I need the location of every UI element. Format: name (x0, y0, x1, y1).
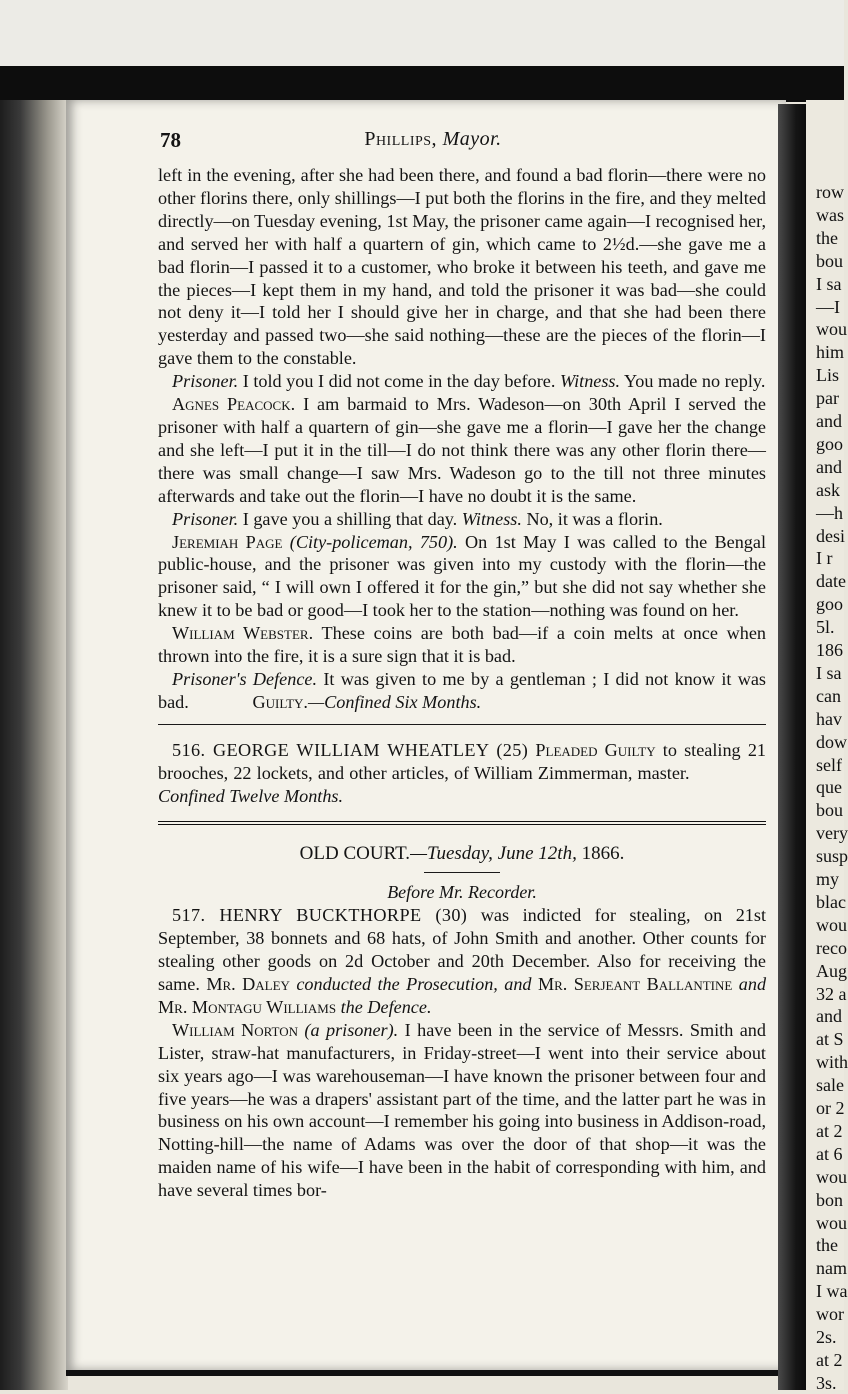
defence-text: the Defence. (340, 996, 432, 1017)
court-name: OLD COURT. (299, 843, 411, 865)
facing-page-line: —I (816, 296, 840, 317)
session-heading (158, 843, 766, 866)
prisoner-question-text: I gave you a shilling that day. (242, 508, 458, 529)
facing-page-line: Lis (816, 365, 840, 386)
facing-page-line: self (816, 754, 842, 775)
running-head (96, 128, 770, 164)
sentence: —Confined Six Months. (307, 691, 482, 712)
facing-page-line: with (816, 1052, 848, 1073)
facing-page-line: my (816, 869, 840, 889)
mayor-office: Mayor. (442, 128, 502, 150)
facing-page-line: susp (816, 846, 848, 867)
book-left-edge (0, 100, 68, 1390)
and-word: and (738, 974, 767, 994)
session-date: —Tuesday, June 12th, (410, 843, 577, 865)
prosecution-counsel: Mr. Daley (206, 974, 290, 994)
witness-name-jeremiah: Jeremiah Page (172, 531, 283, 552)
case-516-sentence: Confined Twelve Months. (158, 785, 344, 806)
facing-page-line: I sa (816, 662, 842, 683)
facing-page-line: or 2 (816, 1098, 845, 1118)
facing-page-line: him (816, 342, 845, 363)
facing-page-line: very (816, 823, 848, 844)
facing-page-line: the (816, 1235, 838, 1256)
facing-page-line: hav (816, 708, 842, 729)
facing-page-line: wou (816, 1166, 847, 1187)
facing-page-line: wou (816, 914, 847, 935)
facing-page-line: row (816, 182, 844, 202)
norton-testimony-text: I have been in the service of Messrs. Smith and Lister, straw-hat manufacturers, in Friday-street—I went into their service about six years ago—I was warehouseman—I have known the prisoner between four and five years—he was a drapers' assistant part of the time, and the latter part he was in business on his own account—I remember his going into business in Addison-road, Notting-hill—the name of Adams was over the door of that shop—it was the maiden name of his wife—I have been in the habit of corresponding with him, and have several times bor- (158, 1019, 766, 1201)
facing-page-line: nam (816, 1258, 847, 1279)
prosecution-text: conducted the Prosecution, and (296, 974, 532, 994)
facing-page-line: wou (816, 1212, 847, 1233)
case-divider (158, 724, 766, 725)
defence-counsel-1: Mr. Serjeant Ballantine (537, 974, 733, 994)
webster-testimony-text: These coins are both bad—if a coin melts at once when thrown into the fire, it is a sure sign that it is bad. (158, 623, 767, 667)
witness-name-agnes: Agnes Peacock. (172, 394, 296, 415)
facing-page-line: 32 a (816, 983, 847, 1004)
defence-counsel-2: Mr. Montagu Williams (158, 996, 337, 1017)
facing-page-line: the (816, 227, 838, 248)
facing-page-line: Aug (816, 960, 847, 981)
prisoner-question-text: I told you I did not come in the day before. (242, 371, 556, 392)
facing-page-line: I sa (816, 273, 842, 294)
facing-page-line: 2s. (816, 1327, 837, 1347)
facing-page-line: sale (816, 1075, 844, 1096)
prisoner-question-1 (158, 370, 766, 393)
facing-page-line: goo (816, 594, 843, 615)
prisoner-label: Prisoner. (172, 508, 239, 529)
facing-page-line: desi (816, 525, 845, 546)
scan-background-top (0, 0, 844, 70)
case-516-plea: Pleaded Guilty (535, 739, 656, 760)
william-webster-testimony (158, 622, 766, 668)
facing-page-line: wor (816, 1304, 844, 1325)
short-divider (424, 872, 500, 873)
facing-page-line: I wa (816, 1281, 848, 1302)
facing-page-line: bon (816, 1189, 843, 1210)
book-gutter-shadow (778, 104, 808, 1390)
witness-name-webster: William Webster. (172, 623, 314, 644)
agnes-testimony-text: I am barmaid to Mrs. Wadeson—on 30th April I served the prisoner with half a quartern of gin—she gave me a florin—I gave her the change and she left—I put it in the till—I do not think there was any other florin there—there was small change—I saw Mrs. Wadeson go to the till not three minutes afterwards and take out the florin—I have no doubt it is the same. (158, 394, 766, 506)
witness-answer-text: You made no reply. (623, 371, 766, 392)
prisoner-defence (158, 668, 766, 714)
facing-page-line: I r (816, 548, 833, 569)
agnes-peacock-testimony (158, 393, 766, 508)
case-517-indictment: was indicted for stealing, on 21st September, 38 bonnets and 68 hats, of John Smith and another. Other counts for stealing other goods on 2d October and 20th December. Also for receiving the same. (158, 905, 767, 994)
witness-answer-text: No, it was a florin. (526, 508, 663, 529)
defence-text: It was given to me by a gentleman ; I did not know it was bad. (158, 668, 767, 712)
page-number: 78 (160, 128, 181, 152)
facing-page-line: wou (816, 319, 847, 340)
facing-page-line: can (816, 685, 841, 706)
facing-page-line: at 2 (816, 1349, 843, 1370)
running-title (96, 128, 770, 151)
jeremiah-page-testimony (158, 531, 766, 623)
case-516-text: to stealing 21 brooches, 22 lockets, and other articles, of William Zimmerman, master. (158, 739, 767, 783)
facing-page-line: reco (816, 937, 847, 958)
facing-page-line: and (816, 456, 842, 477)
facing-page-line: ask (816, 479, 840, 500)
facing-page-line: —h (816, 502, 843, 523)
facing-page-line: goo (816, 433, 843, 454)
facing-page-line: 5l. (816, 617, 835, 638)
defence-label: Prisoner's Defence. (172, 668, 318, 689)
facing-page-line: date (816, 571, 846, 592)
facing-page-line: at S (816, 1029, 844, 1050)
session-divider (158, 821, 766, 825)
case-516-heading: 516. GEORGE WILLIAM WHEATLEY (25) (172, 739, 529, 760)
facing-page-line: at 2 (816, 1120, 843, 1141)
facing-page-line: blac (816, 891, 846, 912)
facing-page-line: que (816, 777, 842, 798)
mayor-name: Phillips, (364, 128, 438, 150)
testimony-paragraph: left in the evening, after she had been there, and found a bad florin—there were no other florins there, only shillings—I put both the florins in the fire, and they melted directly—on Tuesday evening, 1st May, the prisoner came again—I recognised her, and served her with half a quartern of gin, which came to 2½d.—she gave me a bad florin—I passed it to a customer, who broke it between his teeth, and gave me the pieces—I kept them in my hand, and told the prisoner it was bad—she could not deny it—I told her I should give her in charge, and that she had been there yesterday and passed two—she said nothing—these are the pieces of the florin—I gave them to the constable. (158, 165, 766, 369)
facing-page-line: 186 (816, 640, 843, 660)
scan-dark-band (0, 66, 844, 102)
session-year: 1866. (581, 843, 625, 865)
facing-page-line: was (816, 204, 844, 225)
facing-page-line: dow (816, 731, 847, 752)
witness-label: Witness. (559, 371, 621, 392)
witness-name-norton: William Norton (172, 1019, 298, 1040)
case-517-heading: 517. HENRY BUCKTHORPE (30) (172, 905, 468, 926)
facing-page-line: bou (816, 800, 843, 821)
body-text (158, 164, 766, 1202)
witness-role-norton: (a prisoner). (304, 1019, 399, 1040)
facing-page-line: bou (816, 250, 843, 271)
facing-page-fragment (806, 100, 848, 1393)
witness-label: Witness. (461, 508, 522, 529)
prisoner-question-2 (158, 508, 766, 531)
facing-page-line: at 6 (816, 1143, 843, 1164)
case-516 (158, 739, 766, 808)
facing-page-line: and (816, 1006, 842, 1027)
witness-role-jeremiah: (City-policeman, 750). (289, 531, 458, 552)
jeremiah-testimony-text: On 1st May I was called to the Bengal public-house, and the prisoner was given into my custody with the florin—the prisoner said, “ I will own I offered it for the gin,” but she did not say whether she knew it to be bad or good—I took her to the station—nothing was found on her. (158, 531, 767, 621)
verdict: Guilty. (252, 691, 308, 712)
facing-page-line: and (816, 411, 842, 431)
facing-page-line: par (816, 388, 839, 409)
presiding-judge: Before Mr. Recorder. (387, 882, 537, 903)
facing-page-line: 3s. (816, 1372, 837, 1393)
case-517 (158, 904, 766, 1019)
page-content (96, 128, 770, 1202)
prisoner-label: Prisoner. (172, 371, 239, 392)
william-norton-testimony (158, 1019, 766, 1202)
